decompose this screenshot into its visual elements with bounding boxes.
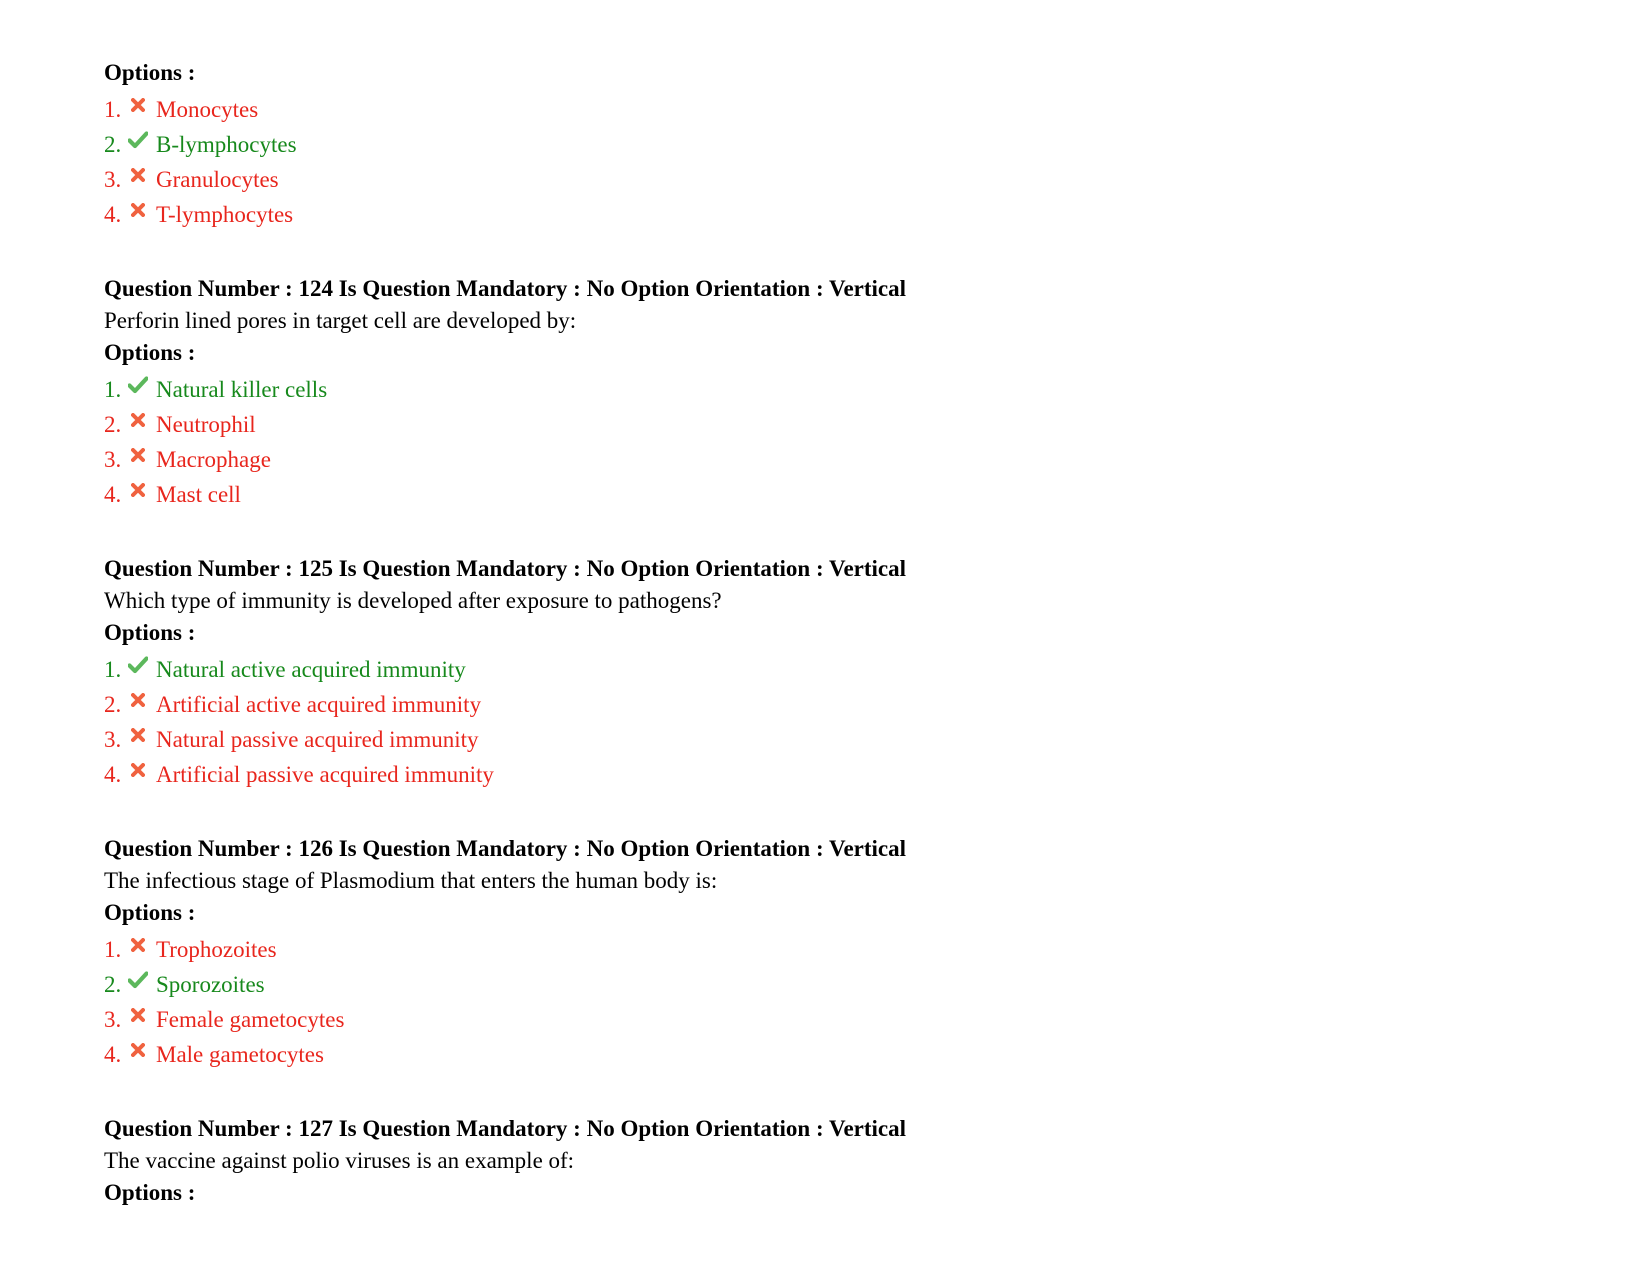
incorrect-option bbox=[104, 757, 1504, 792]
correct-option bbox=[104, 652, 1504, 687]
incorrect-option bbox=[104, 92, 1504, 127]
options-label: Options : bbox=[104, 60, 196, 85]
option-number: 4. bbox=[104, 762, 122, 787]
option-text: Granulocytes bbox=[156, 167, 279, 192]
option-text: Male gametocytes bbox=[156, 1042, 324, 1067]
cross-icon bbox=[128, 200, 148, 220]
cross-icon bbox=[128, 1040, 148, 1060]
correct-option bbox=[104, 967, 1504, 1002]
option-number: 4. bbox=[104, 1042, 122, 1067]
option-number: 4. bbox=[104, 482, 122, 507]
options-label: Options : bbox=[104, 620, 196, 645]
check-icon bbox=[128, 970, 148, 990]
question-block bbox=[104, 57, 1504, 232]
check-icon bbox=[128, 655, 148, 675]
incorrect-option bbox=[104, 442, 1504, 477]
options-label: Options : bbox=[104, 340, 196, 365]
options-label: Options : bbox=[104, 1180, 196, 1205]
option-number: 3. bbox=[104, 727, 122, 752]
question-paper-page bbox=[104, 57, 1504, 1209]
option-text: Natural passive acquired immunity bbox=[156, 727, 479, 752]
question-header: Question Number : 126 Is Question Mandatory : No Option Orientation : Vertical bbox=[104, 836, 907, 861]
option-number: 1. bbox=[104, 657, 122, 682]
option-number: 1. bbox=[104, 377, 122, 402]
cross-icon bbox=[128, 95, 148, 115]
option-number: 2. bbox=[104, 972, 122, 997]
check-icon bbox=[128, 130, 148, 150]
question-header: Question Number : 125 Is Question Mandatory : No Option Orientation : Vertical bbox=[104, 556, 907, 581]
option-text: Monocytes bbox=[156, 97, 259, 122]
incorrect-option bbox=[104, 932, 1504, 967]
cross-icon bbox=[128, 725, 148, 745]
cross-icon bbox=[128, 935, 148, 955]
options-list bbox=[104, 932, 1504, 1072]
option-text: Artificial active acquired immunity bbox=[156, 692, 482, 717]
option-number: 1. bbox=[104, 937, 122, 962]
cross-icon bbox=[128, 410, 148, 430]
option-text: Mast cell bbox=[156, 482, 241, 507]
incorrect-option bbox=[104, 722, 1504, 757]
question-text: Perforin lined pores in target cell are developed by: bbox=[104, 308, 577, 333]
cross-icon bbox=[128, 760, 148, 780]
cross-icon bbox=[128, 165, 148, 185]
question-header: Question Number : 127 Is Question Mandatory : No Option Orientation : Vertical bbox=[104, 1116, 907, 1141]
cross-icon bbox=[128, 445, 148, 465]
option-number: 3. bbox=[104, 447, 122, 472]
option-text: Trophozoites bbox=[156, 937, 277, 962]
option-text: T-lymphocytes bbox=[156, 202, 294, 227]
options-list bbox=[104, 372, 1504, 512]
option-number: 2. bbox=[104, 132, 122, 157]
options-list bbox=[104, 92, 1504, 232]
question-block bbox=[104, 553, 1504, 792]
option-number: 3. bbox=[104, 167, 122, 192]
check-icon bbox=[128, 375, 148, 395]
option-text: Neutrophil bbox=[156, 412, 256, 437]
incorrect-option bbox=[104, 1037, 1504, 1072]
incorrect-option bbox=[104, 687, 1504, 722]
option-number: 1. bbox=[104, 97, 122, 122]
option-text: Natural active acquired immunity bbox=[156, 657, 466, 682]
incorrect-option bbox=[104, 197, 1504, 232]
options-list bbox=[104, 652, 1504, 792]
option-text: Natural killer cells bbox=[156, 377, 328, 402]
options-label: Options : bbox=[104, 900, 196, 925]
correct-option bbox=[104, 127, 1504, 162]
option-number: 2. bbox=[104, 692, 122, 717]
option-number: 2. bbox=[104, 412, 122, 437]
incorrect-option bbox=[104, 477, 1504, 512]
question-text: The vaccine against polio viruses is an example of: bbox=[104, 1148, 575, 1173]
question-text: Which type of immunity is developed after exposure to pathogens? bbox=[104, 588, 722, 613]
question-header: Question Number : 124 Is Question Mandatory : No Option Orientation : Vertical bbox=[104, 276, 907, 301]
option-text: Female gametocytes bbox=[156, 1007, 345, 1032]
option-number: 3. bbox=[104, 1007, 122, 1032]
question-block bbox=[104, 833, 1504, 1072]
question-block bbox=[104, 273, 1504, 512]
option-text: Macrophage bbox=[156, 447, 271, 472]
correct-option bbox=[104, 372, 1504, 407]
cross-icon bbox=[128, 690, 148, 710]
option-text: B-lymphocytes bbox=[156, 132, 297, 157]
question-block bbox=[104, 1113, 1504, 1209]
option-text: Sporozoites bbox=[156, 972, 265, 997]
option-text: Artificial passive acquired immunity bbox=[156, 762, 494, 787]
cross-icon bbox=[128, 480, 148, 500]
cross-icon bbox=[128, 1005, 148, 1025]
incorrect-option bbox=[104, 407, 1504, 442]
incorrect-option bbox=[104, 162, 1504, 197]
question-text: The infectious stage of Plasmodium that enters the human body is: bbox=[104, 868, 718, 893]
option-number: 4. bbox=[104, 202, 122, 227]
incorrect-option bbox=[104, 1002, 1504, 1037]
